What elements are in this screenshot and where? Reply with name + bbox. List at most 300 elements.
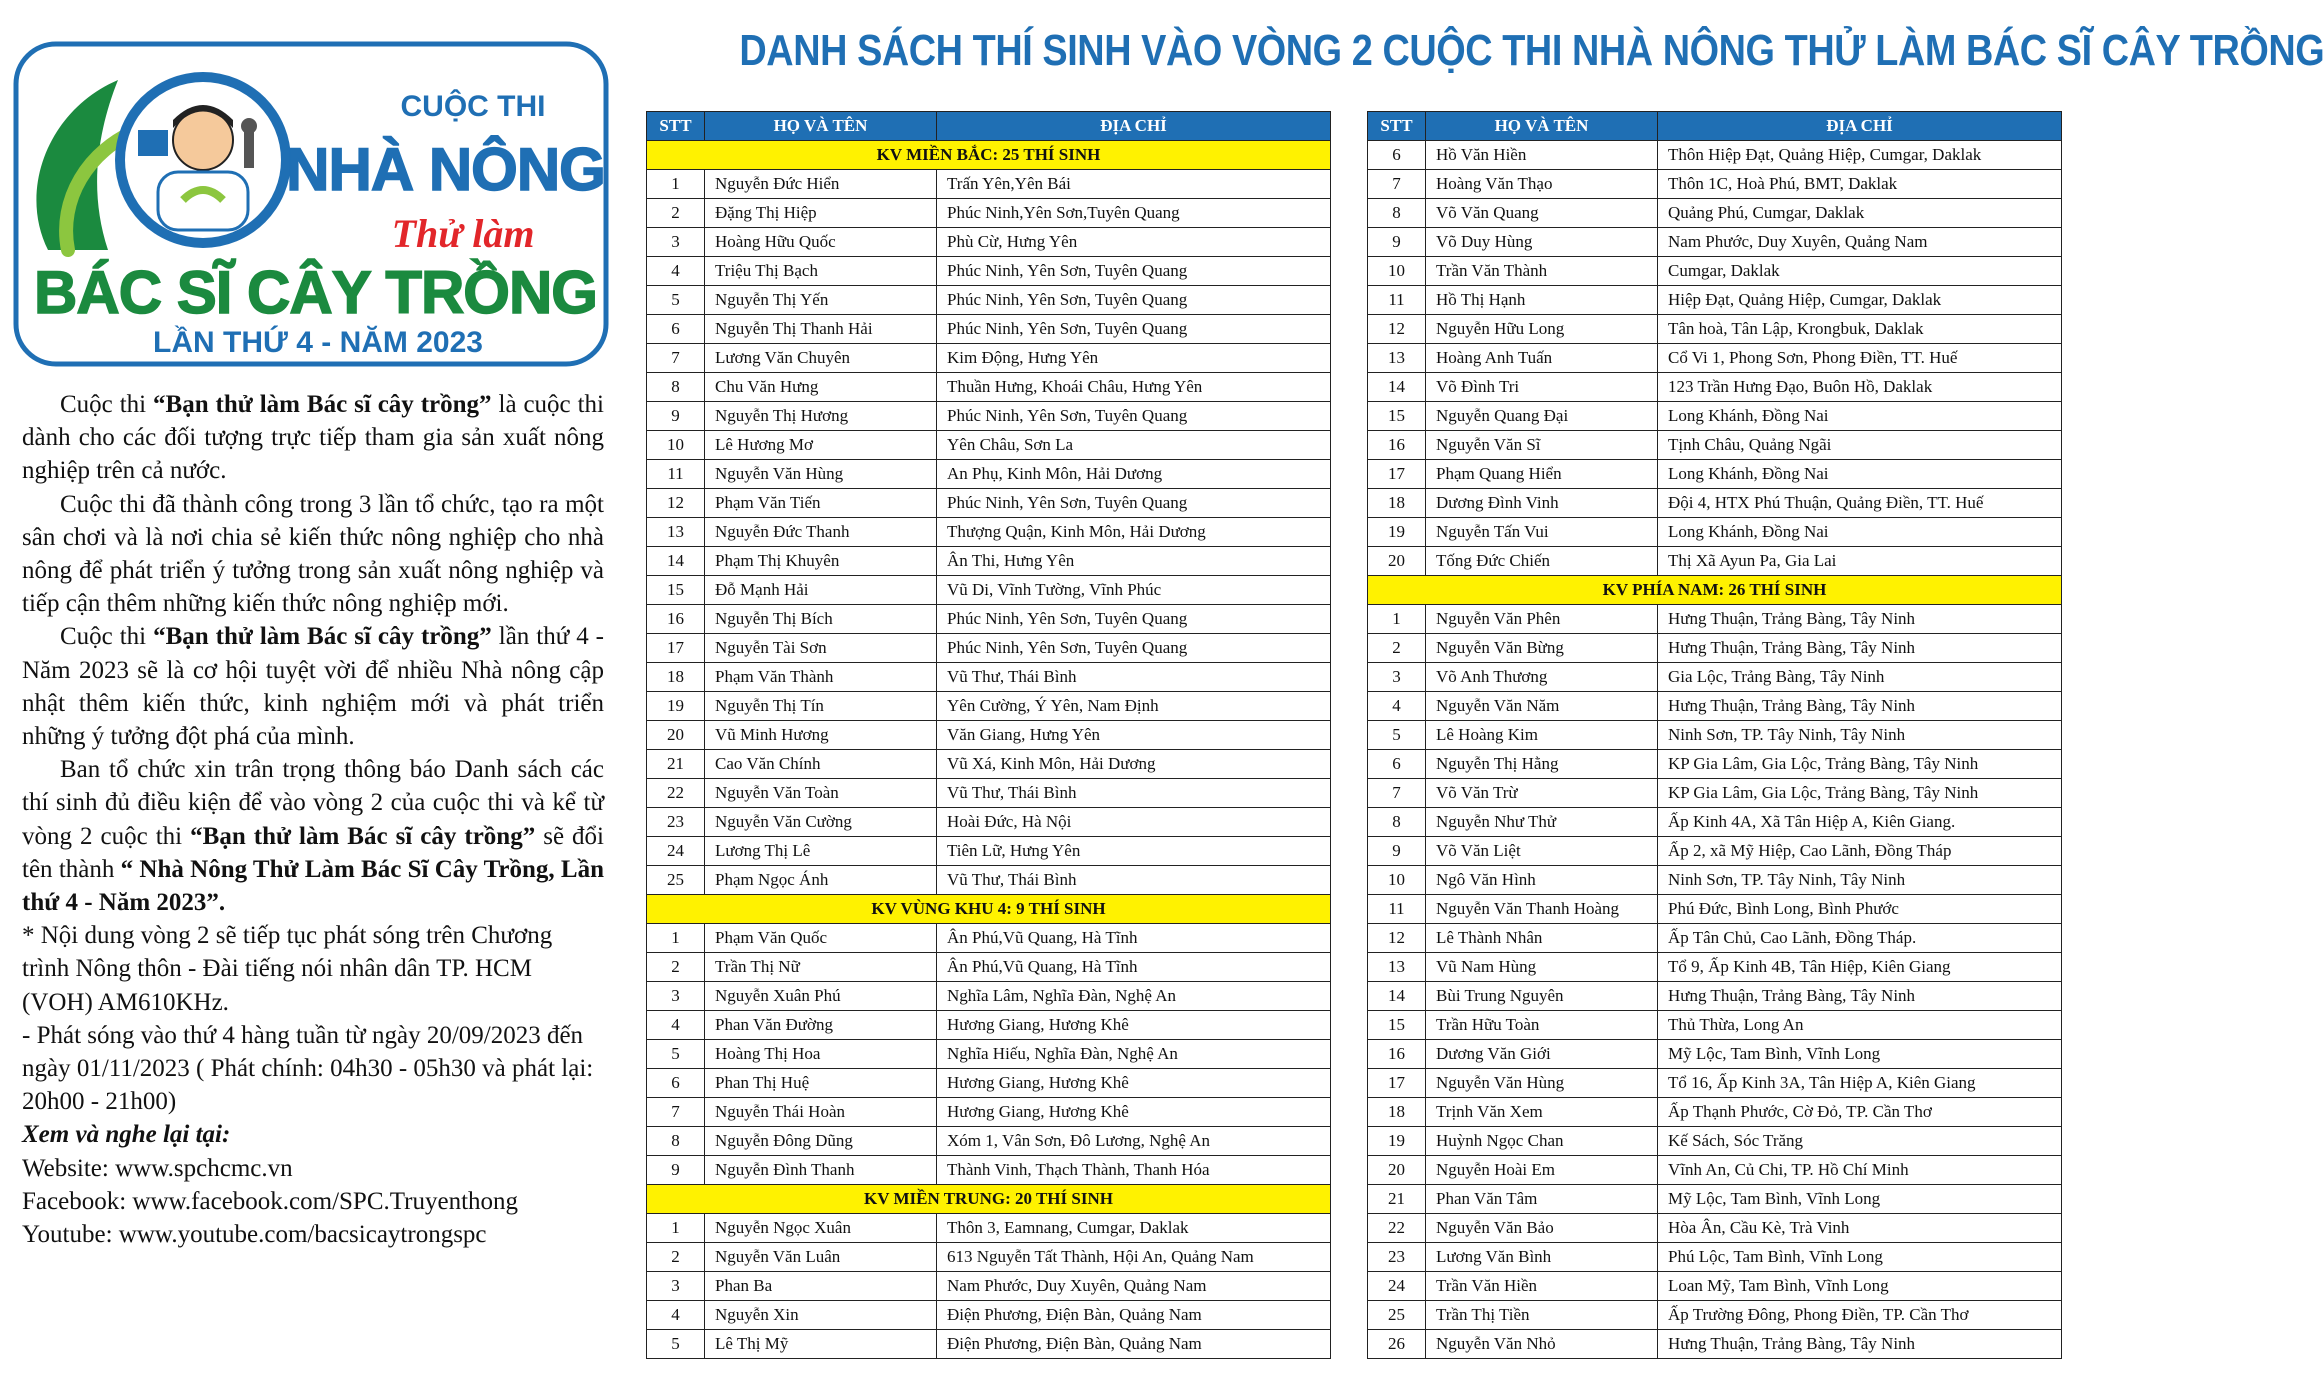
- row-number: 1: [647, 1214, 705, 1243]
- region-header-row: [647, 895, 1331, 924]
- row-number: 11: [1368, 286, 1426, 315]
- table-row: [647, 953, 1331, 982]
- region-title: KV VÙNG KHU 4: 9 THÍ SINH: [647, 895, 1331, 924]
- row-number: 8: [647, 373, 705, 402]
- row-number: 15: [1368, 1011, 1426, 1040]
- table-row: [647, 692, 1331, 721]
- table-row: [1368, 1011, 2062, 1040]
- candidate-address: Xóm 1, Vân Sơn, Đô Lương, Nghệ An: [937, 1127, 1331, 1156]
- candidate-name: Lê Thành Nhân: [1426, 924, 1658, 953]
- candidate-name: Nguyễn Thị Hương: [705, 402, 937, 431]
- table-row: [1368, 605, 2062, 634]
- region-header-row: [1368, 576, 2062, 605]
- candidate-address: Phù Cừ, Hưng Yên: [937, 228, 1331, 257]
- candidate-name: Phạm Văn Tiến: [705, 489, 937, 518]
- table-row: [1368, 1330, 2062, 1359]
- candidate-name: Trần Thị Nữ: [705, 953, 937, 982]
- table-row: [1368, 1301, 2062, 1330]
- table-row: [1368, 750, 2062, 779]
- candidate-address: Tiên Lữ, Hưng Yên: [937, 837, 1331, 866]
- row-number: 21: [647, 750, 705, 779]
- candidate-name: Nguyễn Văn Hùng: [705, 460, 937, 489]
- table-row: [1368, 924, 2062, 953]
- logo-line-3: Thử làm: [391, 211, 535, 256]
- candidate-address: Thôn 1C, Hoà Phú, BMT, Daklak: [1658, 170, 2062, 199]
- table-row: [647, 402, 1331, 431]
- candidate-address: Trấn Yên,Yên Bái: [937, 170, 1331, 199]
- candidate-address: Văn Giang, Hưng Yên: [937, 721, 1331, 750]
- candidate-name: Nguyễn Xin: [705, 1301, 937, 1330]
- candidate-address: Tịnh Châu, Quảng Ngãi: [1658, 431, 2062, 460]
- row-number: 12: [647, 489, 705, 518]
- candidate-address: Thượng Quận, Kinh Môn, Hải Dương: [937, 518, 1331, 547]
- candidate-name: Trần Văn Hiền: [1426, 1272, 1658, 1301]
- row-number: 23: [647, 808, 705, 837]
- candidate-name: Nguyễn Thị Tín: [705, 692, 937, 721]
- table-row: [1368, 1214, 2062, 1243]
- candidate-name: Ngô Văn Hình: [1426, 866, 1658, 895]
- row-number: 4: [647, 257, 705, 286]
- table-row: [1368, 547, 2062, 576]
- candidate-address: Vũ Thư, Thái Bình: [937, 663, 1331, 692]
- table-row: [1368, 692, 2062, 721]
- candidate-address: Ấp Trường Đông, Phong Điền, TP. Cần Thơ: [1658, 1301, 2062, 1330]
- row-number: 18: [1368, 489, 1426, 518]
- candidate-address: Hương Giang, Hương Khê: [937, 1098, 1331, 1127]
- table-row: [1368, 431, 2062, 460]
- table-row: [1368, 1272, 2062, 1301]
- candidate-name: Nguyễn Như Thử: [1426, 808, 1658, 837]
- row-number: 20: [1368, 1156, 1426, 1185]
- candidate-address: 123 Trần Hưng Đạo, Buôn Hồ, Daklak: [1658, 373, 2062, 402]
- new-contest-name: “ Nhà Nông Thử Làm Bác Sĩ Cây Trồng, Lần thứ 4 - Năm 2023”.: [22, 855, 604, 917]
- row-number: 14: [1368, 982, 1426, 1011]
- youtube-link[interactable]: Youtube: www.youtube.com/bacsicaytrongspc: [22, 1221, 487, 1249]
- table-row: [1368, 663, 2062, 692]
- row-number: 12: [1368, 924, 1426, 953]
- table-row: [1368, 373, 2062, 402]
- row-number: 3: [647, 982, 705, 1011]
- candidate-address: Ân Phú,Vũ Quang, Hà Tĩnh: [937, 953, 1331, 982]
- table-row: [647, 779, 1331, 808]
- candidate-name: Vũ Minh Hương: [705, 721, 937, 750]
- broadcast-note: * Nội dung vòng 2 sẽ tiếp tục phát sóng trên Chương trình Nông thôn - Đài tiếng nói nhân dân TP. HCM (VOH) AM610KHz.: [22, 922, 553, 1016]
- candidate-name: Nguyễn Văn Cường: [705, 808, 937, 837]
- row-number: 8: [647, 1127, 705, 1156]
- broadcast-schedule: - Phát sóng vào thứ 4 hàng tuần từ ngày 20/09/2023 đến ngày 01/11/2023 ( Phát chính: 04h30 - 05h30 và phát lại: 20h00 - 21h00): [22, 1021, 594, 1116]
- text-span: lần thứ 4 - Năm 2023 sẽ là cơ hội tuyệt vời để nhiều Nhà nông cập nhật thêm kiến thức, kinh nghiệm mới và phát triển những ý tưởng đột phá của mình.: [22, 623, 604, 751]
- row-number: 14: [1368, 373, 1426, 402]
- row-number: 2: [1368, 634, 1426, 663]
- table-row: [1368, 1098, 2062, 1127]
- table-row: [647, 315, 1331, 344]
- row-number: 5: [647, 1330, 705, 1359]
- candidate-address: Yên Cường, Ý Yên, Nam Định: [937, 692, 1331, 721]
- facebook-link[interactable]: Facebook: www.facebook.com/SPC.Truyenthong: [22, 1187, 519, 1215]
- candidate-name: Dương Đình Vinh: [1426, 489, 1658, 518]
- candidate-address: Long Khánh, Đồng Nai: [1658, 518, 2062, 547]
- row-number: 16: [647, 605, 705, 634]
- candidate-address: Hưng Thuận, Trảng Bàng, Tây Ninh: [1658, 634, 2062, 663]
- candidate-name: Hồ Văn Hiền: [1426, 141, 1658, 170]
- candidate-address: Mỹ Lộc, Tam Bình, Vĩnh Long: [1658, 1185, 2062, 1214]
- row-number: 11: [647, 460, 705, 489]
- contest-name: “Bạn thử làm Bác sĩ cây trồng”: [153, 391, 492, 418]
- candidate-name: Lương Thị Lê: [705, 837, 937, 866]
- candidate-table-right: [1367, 111, 2062, 1359]
- candidate-address: Thị Xã Ayun Pa, Gia Lai: [1658, 547, 2062, 576]
- table-row: [1368, 982, 2062, 1011]
- candidate-name: Nguyễn Tài Sơn: [705, 634, 937, 663]
- candidate-name: Nguyễn Đức Hiển: [705, 170, 937, 199]
- candidate-name: Phạm Văn Thành: [705, 663, 937, 692]
- contest-name: “Bạn thử làm Bác sĩ cây trồng”: [190, 822, 536, 850]
- row-number: 1: [647, 924, 705, 953]
- candidate-name: Nguyễn Văn Thanh Hoàng: [1426, 895, 1658, 924]
- table-row: [1368, 315, 2062, 344]
- table-row: [1368, 170, 2062, 199]
- candidate-name: Nguyễn Văn Nhỏ: [1426, 1330, 1658, 1359]
- row-number: 25: [1368, 1301, 1426, 1330]
- candidate-address: Phúc Ninh, Yên Sơn, Tuyên Quang: [937, 315, 1331, 344]
- row-number: 18: [647, 663, 705, 692]
- table-row: [647, 518, 1331, 547]
- row-number: 5: [647, 1040, 705, 1069]
- candidate-address: Phúc Ninh, Yên Sơn, Tuyên Quang: [937, 286, 1331, 315]
- candidate-name: Nguyễn Văn Phên: [1426, 605, 1658, 634]
- table-row: [647, 576, 1331, 605]
- candidate-name: Hoàng Anh Tuấn: [1426, 344, 1658, 373]
- candidate-name: Hoàng Thị Hoa: [705, 1040, 937, 1069]
- row-number: 23: [1368, 1243, 1426, 1272]
- row-number: 14: [647, 547, 705, 576]
- table-row: [1368, 837, 2062, 866]
- candidate-name: Cao Văn Chính: [705, 750, 937, 779]
- table-row: [647, 1272, 1331, 1301]
- row-number: 9: [1368, 228, 1426, 257]
- candidate-name: Huỳnh Ngọc Chan: [1426, 1127, 1658, 1156]
- candidate-address: Thành Vinh, Thạch Thành, Thanh Hóa: [937, 1156, 1331, 1185]
- contest-logo: [8, 40, 613, 370]
- candidate-address: Phú Đức, Bình Long, Bình Phước: [1658, 895, 2062, 924]
- candidate-address: Hiệp Đạt, Quảng Hiệp, Cumgar, Daklak: [1658, 286, 2062, 315]
- candidate-address: Phúc Ninh, Yên Sơn, Tuyên Quang: [937, 605, 1331, 634]
- candidate-address: Thuần Hưng, Khoái Châu, Hưng Yên: [937, 373, 1331, 402]
- candidate-address: An Phụ, Kinh Môn, Hải Dương: [937, 460, 1331, 489]
- header-stt: STT: [647, 112, 705, 141]
- candidate-name: Nguyễn Văn Năm: [1426, 692, 1658, 721]
- candidate-address: Mỹ Lộc, Tam Bình, Vĩnh Long: [1658, 1040, 2062, 1069]
- intro-paragraph-3: [22, 620, 604, 753]
- candidate-name: Nguyễn Đình Thanh: [705, 1156, 937, 1185]
- table-row: [647, 1214, 1331, 1243]
- table-row: [1368, 721, 2062, 750]
- table-row: [1368, 286, 2062, 315]
- row-number: 16: [1368, 431, 1426, 460]
- row-number: 17: [1368, 1069, 1426, 1098]
- row-number: 13: [1368, 344, 1426, 373]
- candidate-address: Long Khánh, Đồng Nai: [1658, 460, 2062, 489]
- candidate-address: KP Gia Lâm, Gia Lộc, Trảng Bàng, Tây Ninh: [1658, 779, 2062, 808]
- candidate-name: Phan Văn Tâm: [1426, 1185, 1658, 1214]
- row-number: 4: [647, 1011, 705, 1040]
- candidate-address: Long Khánh, Đồng Nai: [1658, 402, 2062, 431]
- row-number: 22: [1368, 1214, 1426, 1243]
- row-number: 6: [1368, 141, 1426, 170]
- logo-line-2: NHÀ NÔNG: [286, 136, 605, 203]
- candidate-name: Lê Hoàng Kim: [1426, 721, 1658, 750]
- table-row: [647, 170, 1331, 199]
- candidate-address: Tổ 16, Ấp Kinh 3A, Tân Hiệp A, Kiên Giang: [1658, 1069, 2062, 1098]
- table-row: [647, 982, 1331, 1011]
- table-row: [647, 605, 1331, 634]
- candidate-address: Ân Thi, Hưng Yên: [937, 547, 1331, 576]
- row-number: 10: [647, 431, 705, 460]
- table-header: [647, 112, 1331, 141]
- candidate-name: Hoàng Văn Thạo: [1426, 170, 1658, 199]
- candidate-name: Trịnh Văn Xem: [1426, 1098, 1658, 1127]
- candidate-address: Hưng Thuận, Trảng Bàng, Tây Ninh: [1658, 982, 2062, 1011]
- table-row: [1368, 460, 2062, 489]
- candidate-name: Nguyễn Thị Bích: [705, 605, 937, 634]
- candidate-name: Phan Văn Đường: [705, 1011, 937, 1040]
- row-number: 9: [1368, 837, 1426, 866]
- row-number: 19: [1368, 518, 1426, 547]
- table-row: [647, 460, 1331, 489]
- candidate-name: Trần Hữu Toàn: [1426, 1011, 1658, 1040]
- candidate-name: Nguyễn Văn Hùng: [1426, 1069, 1658, 1098]
- candidate-name: Trần Văn Thành: [1426, 257, 1658, 286]
- candidate-name: Nguyễn Văn Sĩ: [1426, 431, 1658, 460]
- region-header-row: [647, 1185, 1331, 1214]
- table-row: [647, 1011, 1331, 1040]
- contest-name: “Bạn thử làm Bác sĩ cây trồng”: [153, 623, 492, 651]
- candidate-name: Nguyễn Đức Thanh: [705, 518, 937, 547]
- candidate-address: Vũ Di, Vĩnh Tường, Vĩnh Phúc: [937, 576, 1331, 605]
- table-row: [647, 634, 1331, 663]
- candidate-address: Ấp Tân Chủ, Cao Lãnh, Đồng Tháp.: [1658, 924, 2062, 953]
- header-stt: STT: [1368, 112, 1426, 141]
- table-row: [647, 1156, 1331, 1185]
- row-number: 6: [647, 315, 705, 344]
- candidate-address: Đội 4, HTX Phú Thuận, Quảng Điền, TT. Huế: [1658, 489, 2062, 518]
- candidate-name: Võ Anh Thương: [1426, 663, 1658, 692]
- candidate-name: Trần Thị Tiền: [1426, 1301, 1658, 1330]
- table-row: [1368, 228, 2062, 257]
- website-link[interactable]: Website: www.spchcmc.vn: [22, 1154, 293, 1182]
- table-row: [647, 1330, 1331, 1359]
- candidate-name: Lê Thị Mỹ: [705, 1330, 937, 1359]
- table-row: [1368, 1243, 2062, 1272]
- candidate-name: Nguyễn Đông Dũng: [705, 1127, 937, 1156]
- candidate-address: Ấp 2, xã Mỹ Hiệp, Cao Lãnh, Đồng Tháp: [1658, 837, 2062, 866]
- candidate-name: Phạm Ngọc Ánh: [705, 866, 937, 895]
- row-number: 7: [1368, 779, 1426, 808]
- candidate-name: Đặng Thị Hiệp: [705, 199, 937, 228]
- header-address: ĐỊA CHỈ: [937, 112, 1331, 141]
- row-number: 18: [1368, 1098, 1426, 1127]
- table-row: [647, 344, 1331, 373]
- candidate-address: Yên Châu, Sơn La: [937, 431, 1331, 460]
- candidate-table-left: [646, 111, 1331, 1359]
- logo-line-4: BÁC SĨ CÂY TRỒNG: [34, 259, 597, 326]
- candidate-address: Kim Động, Hưng Yên: [937, 344, 1331, 373]
- row-number: 16: [1368, 1040, 1426, 1069]
- table-row: [1368, 257, 2062, 286]
- candidate-address: Ấp Thạnh Phước, Cờ Đỏ, TP. Cần Thơ: [1658, 1098, 2062, 1127]
- row-number: 1: [647, 170, 705, 199]
- candidate-address: Ấp Kinh 4A, Xã Tân Hiệp A, Kiên Giang.: [1658, 808, 2062, 837]
- candidate-address: Phúc Ninh,Yên Sơn,Tuyên Quang: [937, 199, 1331, 228]
- table-row: [1368, 489, 2062, 518]
- table-row: [647, 750, 1331, 779]
- candidate-name: Hoàng Hữu Quốc: [705, 228, 937, 257]
- row-number: 1: [1368, 605, 1426, 634]
- row-number: 10: [1368, 866, 1426, 895]
- candidate-name: Triệu Thị Bạch: [705, 257, 937, 286]
- table-row: [647, 1301, 1331, 1330]
- row-number: 21: [1368, 1185, 1426, 1214]
- text-span: sẽ đổi tên thành: [22, 822, 605, 883]
- row-number: 8: [1368, 808, 1426, 837]
- table-row: [647, 257, 1331, 286]
- candidate-name: Nguyễn Thị Thanh Hải: [705, 315, 937, 344]
- table-row: [1368, 141, 2062, 170]
- table-row: [647, 866, 1331, 895]
- table-row: [647, 1098, 1331, 1127]
- table-row: [647, 663, 1331, 692]
- row-number: 7: [1368, 170, 1426, 199]
- row-number: 9: [647, 402, 705, 431]
- candidate-address: Tân hoà, Tân Lập, Krongbuk, Daklak: [1658, 315, 2062, 344]
- candidate-name: Nguyễn Thị Yến: [705, 286, 937, 315]
- table-row: [647, 431, 1331, 460]
- candidate-name: Nguyễn Văn Bừng: [1426, 634, 1658, 663]
- table-row: [1368, 895, 2062, 924]
- row-number: 15: [1368, 402, 1426, 431]
- candidate-name: Chu Văn Hưng: [705, 373, 937, 402]
- candidate-address: Phúc Ninh, Yên Sơn, Tuyên Quang: [937, 257, 1331, 286]
- row-number: 25: [647, 866, 705, 895]
- candidate-name: Lương Văn Chuyên: [705, 344, 937, 373]
- candidate-name: Phạm Quang Hiển: [1426, 460, 1658, 489]
- table-row: [647, 721, 1331, 750]
- table-row: [647, 286, 1331, 315]
- candidate-name: Nguyễn Xuân Phú: [705, 982, 937, 1011]
- table-row: [1368, 953, 2062, 982]
- table-row: [1368, 1185, 2062, 1214]
- table-row: [1368, 518, 2062, 547]
- header-name: HỌ VÀ TÊN: [705, 112, 937, 141]
- candidate-address: Phúc Ninh, Yên Sơn, Tuyên Quang: [937, 489, 1331, 518]
- candidate-address: Thôn 3, Eamnang, Cumgar, Daklak: [937, 1214, 1331, 1243]
- row-number: 26: [1368, 1330, 1426, 1359]
- header-name: HỌ VÀ TÊN: [1426, 112, 1658, 141]
- watch-label: Xem và nghe lại tại:: [22, 1121, 231, 1149]
- candidate-address: Vĩnh An, Củ Chi, TP. Hồ Chí Minh: [1658, 1156, 2062, 1185]
- table-row: [1368, 808, 2062, 837]
- candidate-name: Nguyễn Văn Luân: [705, 1243, 937, 1272]
- candidate-name: Vũ Nam Hùng: [1426, 953, 1658, 982]
- row-number: 5: [1368, 721, 1426, 750]
- intro-paragraph-4: [22, 753, 604, 919]
- candidate-address: Tổ 9, Ấp Kinh 4B, Tân Hiệp, Kiên Giang: [1658, 953, 2062, 982]
- row-number: 2: [647, 199, 705, 228]
- row-number: 7: [647, 1098, 705, 1127]
- row-number: 10: [1368, 257, 1426, 286]
- row-number: 13: [647, 518, 705, 547]
- candidate-name: Nguyễn Thái Hoàn: [705, 1098, 937, 1127]
- candidate-name: Nguyễn Tấn Vui: [1426, 518, 1658, 547]
- candidate-name: Nguyễn Văn Bảo: [1426, 1214, 1658, 1243]
- table-row: [647, 547, 1331, 576]
- candidate-name: Phạm Văn Quốc: [705, 924, 937, 953]
- row-number: 7: [647, 344, 705, 373]
- row-number: 20: [647, 721, 705, 750]
- table-row: [647, 1243, 1331, 1272]
- candidate-address: Quảng Phú, Cumgar, Daklak: [1658, 199, 2062, 228]
- text-span: là cuộc thi dành cho các đối tượng trực tiếp tham gia sản xuất nông nghiệp trên cả nước.: [22, 391, 604, 485]
- intro-paragraph-2: Cuộc thi đã thành công trong 3 lần tổ chức, tạo ra một sân chơi và là nơi chia sẻ kiến thức nông nghiệp cho nhà nông để phát triển ý tưởng trong sản xuất nông nghiệp và tiếp cận thêm những kiến thức nông nghiệp mới.: [22, 490, 604, 618]
- candidate-address: 613 Nguyễn Tất Thành, Hội An, Quảng Nam: [937, 1243, 1331, 1272]
- candidate-address: Cumgar, Daklak: [1658, 257, 2062, 286]
- candidate-name: Bùi Trung Nguyên: [1426, 982, 1658, 1011]
- candidate-address: Điện Phương, Điện Bàn, Quảng Nam: [937, 1301, 1331, 1330]
- row-number: 6: [1368, 750, 1426, 779]
- row-number: 20: [1368, 547, 1426, 576]
- table-row: [647, 373, 1331, 402]
- candidate-address: Nam Phước, Duy Xuyên, Quảng Nam: [1658, 228, 2062, 257]
- candidate-address: Hưng Thuận, Trảng Bàng, Tây Ninh: [1658, 1330, 2062, 1359]
- candidate-name: Đỗ Mạnh Hải: [705, 576, 937, 605]
- candidate-address: Phúc Ninh, Yên Sơn, Tuyên Quang: [937, 402, 1331, 431]
- table-row: [647, 489, 1331, 518]
- row-number: 17: [1368, 460, 1426, 489]
- table-row: [647, 1069, 1331, 1098]
- candidate-name: Võ Văn Trừ: [1426, 779, 1658, 808]
- candidate-address: Phú Lộc, Tam Bình, Vĩnh Long: [1658, 1243, 2062, 1272]
- candidate-address: Gia Lộc, Trảng Bàng, Tây Ninh: [1658, 663, 2062, 692]
- candidate-address: Nghĩa Hiếu, Nghĩa Đàn, Nghệ An: [937, 1040, 1331, 1069]
- page-title: DANH SÁCH THÍ SINH VÀO VÒNG 2 CUỘC THI NHÀ NÔNG THỬ LÀM BÁC SĨ CÂY TRỒNG: [739, 26, 2324, 75]
- table-row: [647, 228, 1331, 257]
- candidate-address: Ninh Sơn, TP. Tây Ninh, Tây Ninh: [1658, 721, 2062, 750]
- row-number: 2: [647, 1243, 705, 1272]
- candidate-address: Phúc Ninh, Yên Sơn, Tuyên Quang: [937, 634, 1331, 663]
- candidate-address: Nam Phước, Duy Xuyên, Quảng Nam: [937, 1272, 1331, 1301]
- row-number: 4: [647, 1301, 705, 1330]
- candidate-address: Vũ Xá, Kinh Môn, Hải Dương: [937, 750, 1331, 779]
- candidate-address: Hương Giang, Hương Khê: [937, 1069, 1331, 1098]
- candidate-name: Nguyễn Hữu Long: [1426, 315, 1658, 344]
- intro-paragraph-1: [22, 388, 604, 488]
- row-number: 13: [1368, 953, 1426, 982]
- row-number: 11: [1368, 895, 1426, 924]
- table-row: [1368, 634, 2062, 663]
- candidate-name: Nguyễn Ngọc Xuân: [705, 1214, 937, 1243]
- candidate-address: Nghĩa Lâm, Nghĩa Đàn, Nghệ An: [937, 982, 1331, 1011]
- table-row: [647, 924, 1331, 953]
- text-span: Ban tổ chức xin trân trọng thông báo Danh sách các thí sinh đủ điều kiện để vào vòng 2 của cuộc thi và kể từ vòng 2 cuộc thi: [22, 756, 604, 850]
- candidate-address: Thủ Thừa, Long An: [1658, 1011, 2062, 1040]
- table-row: [1368, 779, 2062, 808]
- region-title: KV MIỀN BẮC: 25 THÍ SINH: [647, 141, 1331, 170]
- table-row: [647, 837, 1331, 866]
- candidate-address: Hưng Thuận, Trảng Bàng, Tây Ninh: [1658, 605, 2062, 634]
- text-span: Cuộc thi: [60, 391, 154, 418]
- candidate-name: Dương Văn Giới: [1426, 1040, 1658, 1069]
- candidate-address: Vũ Thư, Thái Bình: [937, 779, 1331, 808]
